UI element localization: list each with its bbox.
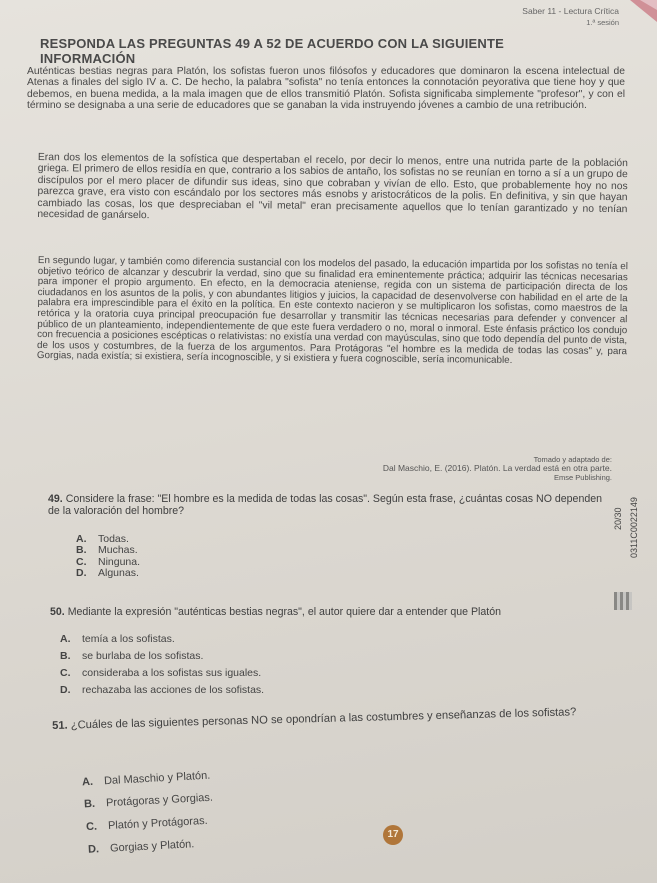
option-51-d[interactable] (88, 838, 195, 856)
option-letter: B. (76, 544, 87, 556)
question-49-text: Considere la frase: "El hombre es la medida de todas las cosas". Según esta frase, ¿cuántas cosas NO dependen de la valoración del hombre? (48, 493, 603, 517)
option-text: Muchas. (98, 544, 138, 556)
option-text: Todas. (98, 533, 129, 545)
option-51-c[interactable] (86, 815, 208, 833)
option-letter: A. (76, 533, 87, 545)
option-49-b[interactable] (76, 544, 138, 556)
side-page-count: 20/30 (613, 507, 623, 530)
option-49-d[interactable] (76, 567, 139, 579)
question-50-text: Mediante la expresión "auténticas bestias negras", el autor quiere dar a entender que Platón (67, 606, 502, 618)
question-51-text: ¿Cuáles de las siguientes personas NO se opondrían a las costumbres y enseñanzas de los sofistas? (70, 706, 577, 732)
reading-paragraph-1: Auténticas bestias negras para Platón, los sofistas fueron unos filósofos y educadores que dominaron la escena intelectual de Atenas a finales del siglo IV a. C. De hecho, la palabra "sofista" no tenía entonces la connotación peyorativa que tiene hoy y que debemos, en buena medida, a la mala imagen que de ellos transmitió Platón. Sofista significaba simplemente "profesor", y con el término se designaba a una serie de educadores que se ganaban la vida instruyendo jóvenes a cambio de una retribución. (27, 66, 625, 112)
question-51 (52, 705, 632, 732)
source-publisher: Emse Publishing. (554, 473, 612, 482)
option-letter: C. (85, 820, 98, 834)
option-50-d[interactable] (60, 684, 264, 696)
option-50-b[interactable] (60, 650, 203, 662)
source-reference: Dal Maschio, E. (2016). Platón. La verdad está en otra parte. (382, 463, 612, 473)
option-letter: C. (76, 556, 87, 568)
option-text: temía a los sofistas. (82, 633, 175, 645)
reading-paragraph-3: En segundo lugar, y también como diferencia sustancial con los modelos del pasado, la educación impartida por los sofistas no tenía el objetivo teórico de alcanzar y descubrir la verdad, sino que su finalidad era eminentemente práctica; adquirir las técnicas necesarias para imponer el propio argumento. En efecto, en la democracia ateniense, regida con un sistema de participación directa de los ciudadanos en los asuntos de la polis, y con abundantes litigios y juicios, la capacidad de desenvolverse con habilidad en el arte de la palabra era imprescindible para el éxito en la política. En este contexto nacieron y se multiplicaron los sofistas, como maestros de la retórica y la oratoria cuya principal preocupación fue desarrollar y transmitir las técnicas necesarias para defender y convencer al público de un planteamiento, independientemente de que este fuera verdadero o no, moral o inmoral. Este énfasis práctico los condujo con frecuencia a posiciones escépticas o relativistas: no existía una verdad con mayúsculas, sino que todo dependía del punto de vista, de los usos y costumbres, de la fuerza de los argumentos. Para Protágoras "el hombre es la medida de todas las cosas" y, para Gorgias, nada existía; si existiera, sería incognoscible, y si existiera y fuera cognoscible, sería incomunicable. (36, 255, 628, 367)
question-49 (48, 493, 603, 517)
option-text: consideraba a los sofistas sus iguales. (82, 667, 262, 679)
exam-name: Saber 11 - Lectura Crítica (522, 6, 619, 16)
option-text: rechazaba las acciones de los sofistas. (82, 684, 265, 696)
option-51-a[interactable] (82, 770, 211, 789)
question-50-number: 50. (50, 606, 65, 618)
option-text: Ninguna. (98, 556, 141, 568)
option-text: Protágoras y Gorgias. (105, 791, 214, 810)
option-51-b[interactable] (84, 792, 213, 811)
option-letter: D. (60, 684, 71, 696)
side-booklet-code: 0311C0022149 (629, 497, 639, 558)
question-49-number: 49. (48, 493, 63, 505)
option-letter: D. (76, 567, 87, 579)
option-text: Gorgias y Platón. (109, 838, 195, 855)
option-letter: B. (83, 797, 96, 811)
question-50 (50, 606, 620, 618)
option-text: Platón y Protágoras. (107, 814, 208, 833)
option-50-c[interactable] (60, 667, 261, 679)
option-text: Algunas. (98, 567, 139, 579)
reading-paragraph-2: Eran dos los elementos de la sofística que despertaban el recelo, por decir lo menos, entre una nutrida parte de la población griega. El primero de ellos residía en que, contrario a los sabios de antaño, los sofistas no se reunían en torno a sí a un grupo de discípulos por el mero placer de difundir sus ideas, sino que cobraban y vivían de ello. Esto, que probablemente hoy no nos parezca grave, era visto con escándalo por los sectores más esnobs y aristocráticos de la polis. En definitiva, y sin que hayan cambiado las cosas, los que despreciaban el "vil metal" eran precisamente aquellos que lo tenían garantizado y no tenían necesidad de ganárselo. (37, 152, 628, 222)
page-number-badge: 17 (383, 825, 403, 845)
option-50-a[interactable] (60, 633, 175, 645)
side-code (611, 490, 651, 560)
option-letter: C. (60, 667, 71, 679)
section-title: RESPONDA LAS PREGUNTAS 49 A 52 DE ACUERDO CON LA SIGUIENTE INFORMACIÓN (40, 36, 505, 66)
option-text: Dal Maschio y Platón. (103, 769, 211, 788)
source-adapted: Tomado y adaptado de: (533, 455, 612, 464)
option-letter: D. (87, 843, 100, 856)
option-letter: A. (81, 775, 94, 789)
option-text: se burlaba de los sofistas. (82, 650, 204, 662)
option-letter: B. (60, 650, 71, 662)
exam-header (522, 6, 619, 28)
source-citation (330, 455, 612, 482)
option-letter: A. (60, 633, 71, 645)
question-51-number: 51. (52, 719, 68, 732)
exam-session: 1.ª sesión (586, 18, 619, 27)
